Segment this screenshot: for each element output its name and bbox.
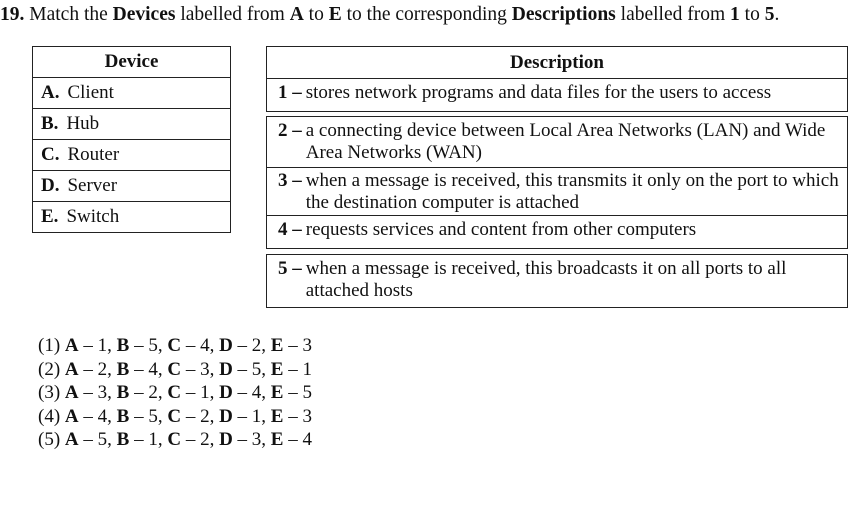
device-letter: E. (41, 206, 59, 227)
table-row (33, 140, 231, 171)
description-number: 2 – (278, 120, 302, 141)
device-name: Server (67, 175, 118, 196)
table-row (33, 78, 231, 109)
table-row (33, 171, 231, 202)
device-letter: C. (41, 144, 60, 165)
device-name: Router (67, 144, 120, 165)
question-part-bold: E (328, 4, 342, 25)
description-number: 4 – (278, 219, 302, 240)
option-2[interactable]: (2) A – 2, B – 4, C – 3, D – 5, E – 1 (38, 358, 312, 380)
question-part: . (774, 4, 780, 25)
question-part: labelled from (175, 4, 290, 25)
question-part-bold: 5 (764, 4, 775, 25)
device-letter: A. (41, 82, 60, 103)
descriptions-table (266, 46, 848, 306)
question-part-bold: A (289, 4, 304, 25)
description-row (266, 167, 848, 216)
table-row (33, 109, 231, 140)
devices-header: Device (33, 47, 231, 78)
description-text: when a message is received, this broadcasts it on all ports to all attached hosts (305, 258, 787, 301)
question-part: Match the (29, 4, 113, 25)
option-4[interactable]: (4) A – 4, B – 5, C – 2, D – 1, E – 3 (38, 405, 312, 427)
question-number: 19. (0, 4, 25, 25)
device-name: Client (67, 82, 114, 103)
answer-options (38, 334, 312, 452)
description-number: 1 – (278, 82, 302, 103)
question-part: to the corresponding (341, 4, 512, 25)
option-5[interactable]: (5) A – 5, B – 1, C – 2, D – 3, E – 4 (38, 429, 312, 450)
descriptions-header: Description (266, 46, 848, 79)
table-row (33, 202, 231, 233)
question-part: to (303, 4, 329, 25)
description-row (266, 116, 848, 168)
device-name: Switch (66, 206, 120, 227)
description-row (266, 254, 848, 308)
description-text: a connecting device between Local Area Networks (LAN) and Wide Area Networks (WAN) (305, 120, 826, 163)
description-number: 3 – (278, 170, 302, 191)
description-text: requests services and content from other computers (305, 219, 697, 240)
question-part-bold: Descriptions (511, 4, 616, 25)
description-text: stores network programs and data files for the users to access (305, 82, 772, 103)
question-part: to (739, 4, 765, 25)
device-name: Hub (66, 113, 100, 134)
question-part: labelled from (615, 4, 731, 25)
description-number: 5 – (278, 258, 302, 279)
description-text: when a message is received, this transmits it only on the port to which the destination computer is attached (305, 170, 839, 213)
question-part-bold: Devices (112, 4, 176, 25)
device-letter: D. (41, 175, 60, 196)
description-row (266, 216, 848, 249)
option-3[interactable]: (3) A – 3, B – 2, C – 1, D – 4, E – 5 (38, 382, 312, 403)
option-1[interactable]: (1) A – 1, B – 5, C – 4, D – 2, E – 3 (38, 335, 312, 356)
devices-table (32, 46, 231, 233)
description-row (266, 79, 848, 112)
question-part-bold: 1 (730, 4, 740, 25)
question-text (0, 4, 779, 26)
device-letter: B. (41, 113, 59, 134)
